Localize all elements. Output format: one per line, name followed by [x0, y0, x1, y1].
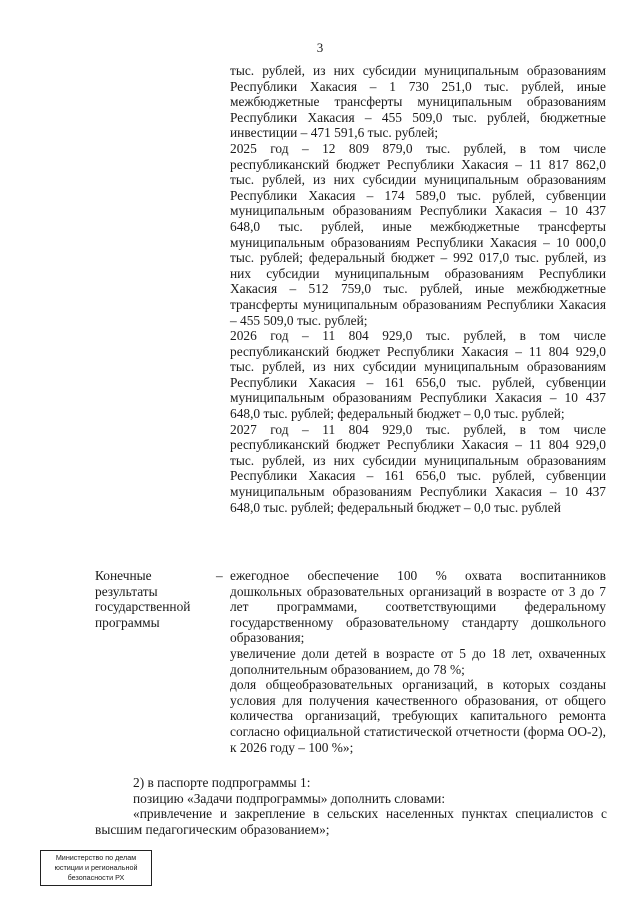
stamp-line: Министерство по делам [55, 853, 137, 862]
financing-column [230, 63, 606, 515]
financing-paragraph: тыс. рублей, из них субсидии муниципальным образованиям Республики Хакасия – 1 730 251,0 тыс. рублей, иные межбюджетные трансферты муниципальным образованиям Республики Хакасия – 455 509,0 тыс. рублей, бюджетные инвестиции – 471 591,6 тыс. рублей; [230, 63, 606, 141]
result-paragraph: ежегодное обеспечение 100 % охвата воспитанников дошкольных образовательных организаций в возрасте от 3 до 7 лет программами, соответствующими федеральному государственному образовательному стандарту дошкольного образования; [230, 568, 606, 646]
results-label: Конечные результаты государственной программы [95, 568, 191, 630]
amendment-quote: «привлечение и закрепление в сельских населенных пунктах специалистов с высшим педагогическим образованием»; [95, 806, 607, 837]
stamp-line: юстиции и региональной [54, 863, 138, 872]
results-column [230, 568, 606, 755]
stamp-line: безопасности РХ [67, 873, 125, 882]
financing-paragraph: 2027 год – 11 804 929,0 тыс. рублей, в том числе республиканский бюджет Республики Хакасия – 11 804 929,0 тыс. рублей, из них субсидии муниципальным образованиям Республики Хакасия – 161 656,0 тыс. рублей, субвенции муниципальным образованиям Республики Хакасия – 10 437 648,0 тыс. рублей; федеральный бюджет – 0,0 тыс. рублей [230, 421, 606, 515]
financing-paragraph: 2026 год – 11 804 929,0 тыс. рублей, в том числе республиканский бюджет Республики Хакасия – 11 804 929,0 тыс. рублей, из них субсидии муниципальным образованиям Республики Хакасия – 161 656,0 тыс. рублей, субвенции муниципальным образованиям Республики Хакасия – 10 437 648,0 тыс. рублей; федеральный бюджет – 0,0 тыс. рублей; [230, 328, 606, 422]
financing-paragraph: 2025 год – 12 809 879,0 тыс. рублей, в том числе республиканский бюджет Республики Хакасия – 11 817 862,0 тыс. рублей, из них субсидии муниципальным образованиям Республики Хакасия – 174 589,0 тыс. рублей, субвенции муниципальным образованиям Республики Хакасия – 10 437 648,0 тыс. рублей, иные межбюджетные трансферты муниципальным образованиям Республики Хакасия – 10 000,0 тыс. рублей; федеральный бюджет – 992 017,0 тыс. рублей, из них субсидии муниципальным образованиям Республики Хакасия – 512 759,0 тыс. рублей, иные межбюджетные трансферты муниципальным образованиям Республики Хакасия – 455 509,0 тыс. рублей; [230, 140, 606, 328]
result-paragraph: доля общеобразовательных организаций, в которых созданы условия для получения качественного образования, от общего количества организаций, требующих капитального ремонта согласно официальной статистической отчетности (форма ОО-2), к 2026 году – 100 %»; [230, 677, 606, 755]
amendment-position: позицию «Задачи подпрограммы» дополнить словами: [133, 790, 446, 806]
amendments-block [95, 775, 607, 837]
page-number: 3 [316, 40, 324, 55]
results-dash: – [216, 568, 223, 583]
result-paragraph: увеличение доли детей в возрасте от 5 до 18 лет, охваченных дополнительным образованием, до 78 %; [230, 645, 606, 677]
amendment-item: 2) в паспорте подпрограммы 1: [133, 775, 311, 790]
ministry-stamp [40, 850, 152, 886]
